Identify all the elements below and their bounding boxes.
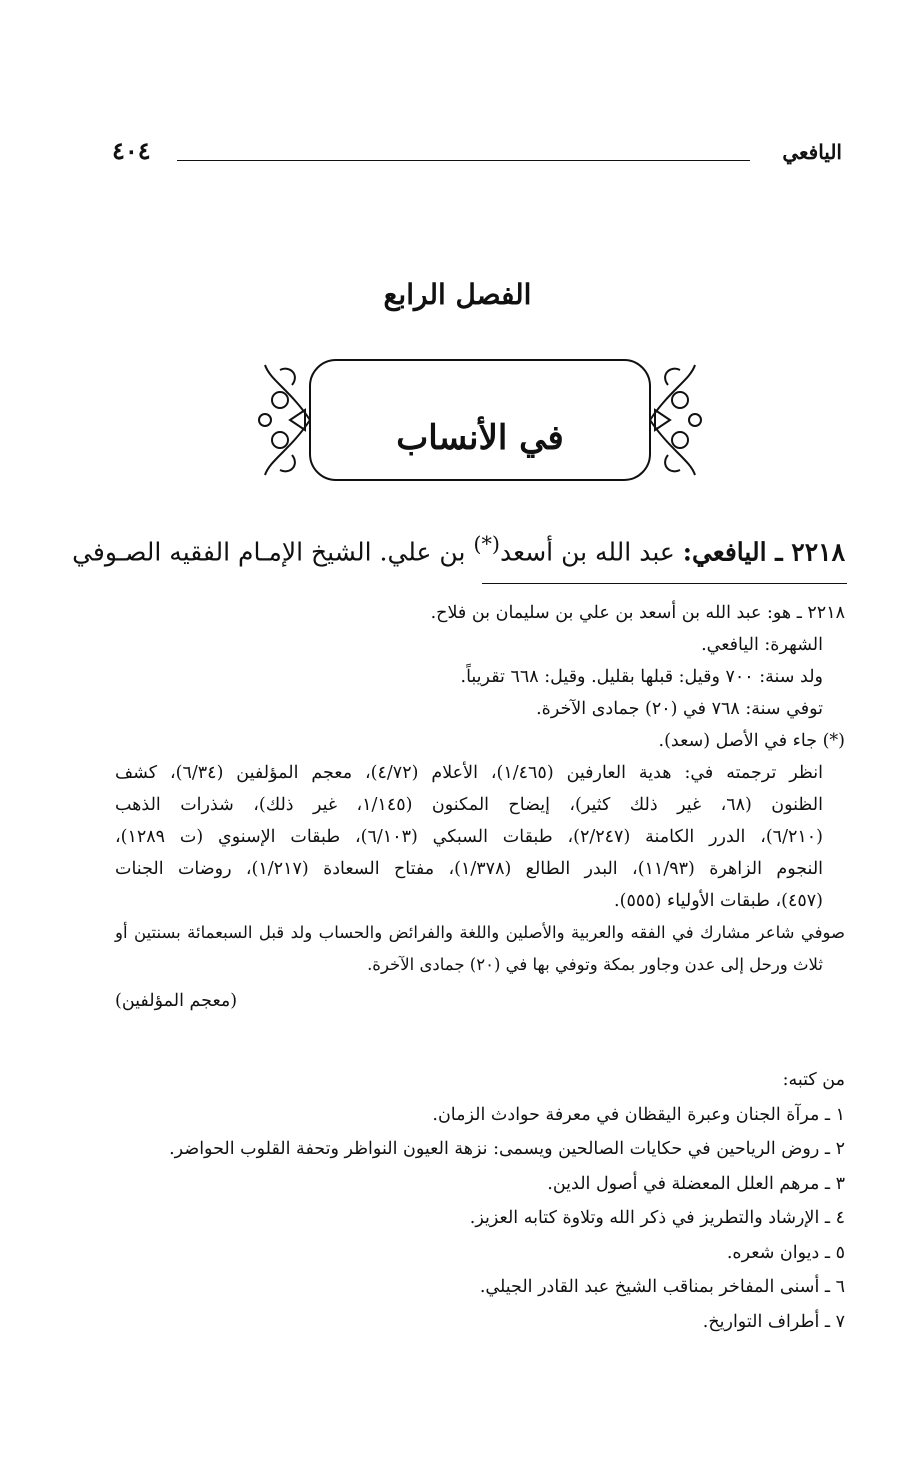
list-item: ٢ ـ روض الرياحين في حكايات الصالحين ويسمى: نزهة العيون النواظر وتحفة القلوب الحواضر. bbox=[169, 1139, 845, 1159]
entry-heading bbox=[65, 524, 845, 572]
page-number: ٤٠٤ bbox=[112, 136, 151, 165]
source-citation: (معجم المؤلفين) bbox=[115, 991, 238, 1011]
header-rule bbox=[177, 160, 750, 161]
works-heading: من كتبه: bbox=[782, 1070, 845, 1090]
references-line: النجوم الزاهرة (١١/٩٣)، البدر الطالع (١/٣٧٨)، مفتاح السعادة (١/٢١٧)، روضات الجنات bbox=[115, 859, 824, 879]
running-header-title: اليافعي bbox=[782, 140, 842, 164]
footnote-line: توفي سنة: ٧٦٨ في (٢٠) جمادى الآخرة. bbox=[536, 699, 823, 719]
list-item: ٥ ـ ديوان شعره. bbox=[726, 1242, 845, 1263]
list-item: ٦ ـ أسنى المفاخر بمناقب الشيخ عبد القادر الجيلي. bbox=[479, 1277, 845, 1297]
list-item: ٣ ـ مرهم العلل المعضلة في أصول الدين. bbox=[547, 1173, 845, 1194]
footnote-line: (*) جاء في الأصل (سعد). bbox=[658, 731, 845, 751]
entry-text-continued: بن علي. الشيخ الإمـام الفقيه الصـوفي bbox=[72, 537, 466, 567]
footnotes bbox=[115, 597, 845, 1017]
references-line: (٦/٢١٠)، الدرر الكامنة (٢/٢٤٧)، طبقات السبكي (٦/١٠٣)، طبقات الإسنوي (ت ١٢٨٩)، bbox=[115, 827, 823, 847]
list-item: ١ ـ مرآة الجنان وعبرة اليقظان في معرفة حوادث الزمان. bbox=[432, 1104, 845, 1125]
list-item: ٤ ـ الإرشاد والتطريز في ذكر الله وتلاوة كتابه العزيز. bbox=[469, 1208, 845, 1228]
frame-title: في الأنساب bbox=[396, 418, 564, 458]
running-header bbox=[112, 136, 842, 176]
footnote-line: ولد سنة: ٧٠٠ وقيل: قبلها بقليل. وقيل: ٦٦٨ تقريباً. bbox=[460, 667, 823, 687]
references-line: انظر ترجمته في: هدية العارفين (١/٤٦٥)، الأعلام (٤/٧٢)، معجم المؤلفين (٦/٣٤)، كشف bbox=[115, 763, 823, 783]
list-item: ٧ ـ أطراف التواريخ. bbox=[702, 1311, 845, 1332]
entry-text: عبد الله بن أسعد bbox=[500, 537, 675, 567]
references-line: الظنون (٦٨، غير ذلك كثير)، إيضاح المكنون (١/١٤٥، غير ذلك)، شذرات الذهب bbox=[115, 795, 823, 815]
works-list bbox=[115, 1063, 845, 1339]
footnote-marker: (*) bbox=[473, 532, 501, 556]
footnote-rule bbox=[482, 583, 847, 584]
entry-number-name: ٢٢١٨ ـ اليافعي: bbox=[682, 537, 845, 567]
references-line: (٤٥٧)، طبقات الأولياء (٥٥٥). bbox=[614, 891, 823, 911]
biography-line: صوفي شاعر مشارك في الفقه والعربية والأصلين واللغة والفرائض والحساب ولد قبل السبعمائة بسنتين أو bbox=[115, 923, 845, 942]
footnote-line: الشهرة: اليافعي. bbox=[701, 635, 823, 655]
biography-line: ثلاث ورحل إلى عدن وجاور بمكة وتوفي بها في (٢٠) جمادى الآخرة. bbox=[367, 955, 823, 974]
footnote-line: ٢٢١٨ ـ هو: عبد الله بن أسعد بن علي بن سليمان بن فلاح. bbox=[430, 603, 845, 623]
chapter-title: الفصل الرابع bbox=[383, 278, 532, 311]
